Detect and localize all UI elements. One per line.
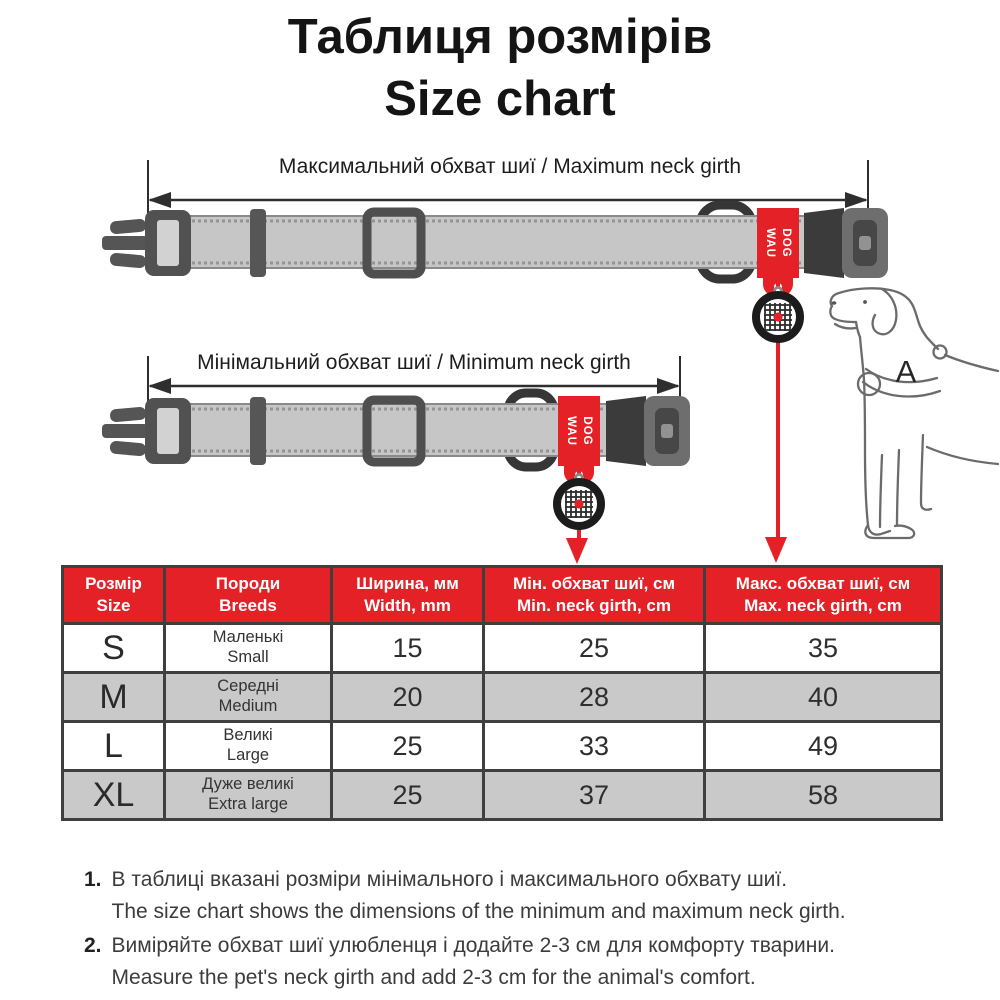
breeds-value: Середні Medium — [165, 673, 332, 722]
min-column-pointer-arrow-icon — [566, 538, 588, 564]
table-header-row — [63, 567, 942, 624]
collar-diagram-min — [100, 388, 700, 490]
table-row-s — [63, 624, 942, 673]
size-value: M — [63, 673, 165, 722]
dog-point-label: A — [895, 354, 917, 389]
max-girth-label: Максимальний обхват шиї / Maximum neck girth — [278, 155, 742, 178]
note-number: 2. — [84, 934, 102, 957]
width-value: 15 — [332, 624, 484, 673]
footnotes — [84, 864, 964, 996]
buckle-female-icon — [804, 208, 888, 278]
page-title — [0, 6, 1000, 130]
page-title-ua: Таблиця розмірів — [287, 10, 713, 64]
col-header-breeds: Породи Breeds — [165, 567, 332, 624]
max-column-pointer-arrow-icon — [765, 537, 787, 563]
note-text-ua: Виміряйте обхват шиї улюбленця і додайте 2-3 см для комфорту тварини. — [111, 934, 835, 957]
width-value: 25 — [332, 722, 484, 771]
note-2 — [84, 930, 964, 994]
min-girth-value: 28 — [484, 673, 705, 722]
max-column-pointer-line — [776, 341, 780, 538]
col-header-width: Ширина, мм Width, mm — [332, 567, 484, 624]
max-girth-value: 40 — [705, 673, 942, 722]
qr-tag-icon — [553, 478, 605, 530]
breeds-value: Маленькі Small — [165, 624, 332, 673]
breeds-value: Дуже великі Extra large — [165, 771, 332, 820]
table-row-xl — [63, 771, 942, 820]
strap-keeper — [250, 397, 266, 465]
width-value: 20 — [332, 673, 484, 722]
max-girth-value: 49 — [705, 722, 942, 771]
min-girth-label: Мінімальний обхват шиї / Minimum neck girth — [197, 351, 631, 374]
page-title-en: Size chart — [384, 72, 616, 126]
size-value: S — [63, 624, 165, 673]
min-girth-value: 33 — [484, 722, 705, 771]
dog-eye — [863, 300, 867, 304]
col-header-size: Розмір Size — [63, 567, 165, 624]
max-girth-value: 58 — [705, 771, 942, 820]
size-value: XL — [63, 771, 165, 820]
note-text-ua: В таблиці вказані розміри мінімального і максимального обхвату шиї. — [111, 868, 788, 891]
table-row-m — [63, 673, 942, 722]
size-value: L — [63, 722, 165, 771]
note-text-en: The size chart shows the dimensions of the minimum and maximum neck girth. — [111, 900, 846, 923]
waudog-tag-text-2: DOG — [780, 228, 792, 258]
col-header-min-girth: Мін. обхват шиї, см Min. neck girth, cm — [484, 567, 705, 624]
breeds-value: Великі Large — [165, 722, 332, 771]
collar-strap — [188, 216, 812, 268]
waudog-tag-text-1: WAU — [565, 416, 577, 446]
qr-tag-icon — [752, 291, 804, 343]
buckle-female-icon — [606, 396, 690, 466]
buckle-male-icon — [102, 210, 191, 276]
buckle-male-icon — [102, 398, 191, 464]
dog-nose — [832, 301, 837, 304]
min-girth-value: 37 — [484, 771, 705, 820]
dog-illustration — [820, 285, 1000, 547]
table-row-l — [63, 722, 942, 771]
waudog-tag-text-1: WAU — [764, 228, 776, 258]
collar-diagram-max — [100, 200, 890, 302]
col-header-max-girth: Макс. обхват шиї, см Max. neck girth, cm — [705, 567, 942, 624]
width-value: 25 — [332, 771, 484, 820]
min-girth-value: 25 — [484, 624, 705, 673]
note-number: 1. — [84, 868, 102, 891]
note-text-en: Measure the pet's neck girth and add 2-3 cm for the animal's comfort. — [111, 966, 756, 989]
note-1 — [84, 864, 964, 928]
strap-keeper — [250, 209, 266, 277]
size-chart-table — [61, 565, 943, 821]
waudog-tag-text-2: DOG — [581, 416, 593, 446]
max-girth-value: 35 — [705, 624, 942, 673]
